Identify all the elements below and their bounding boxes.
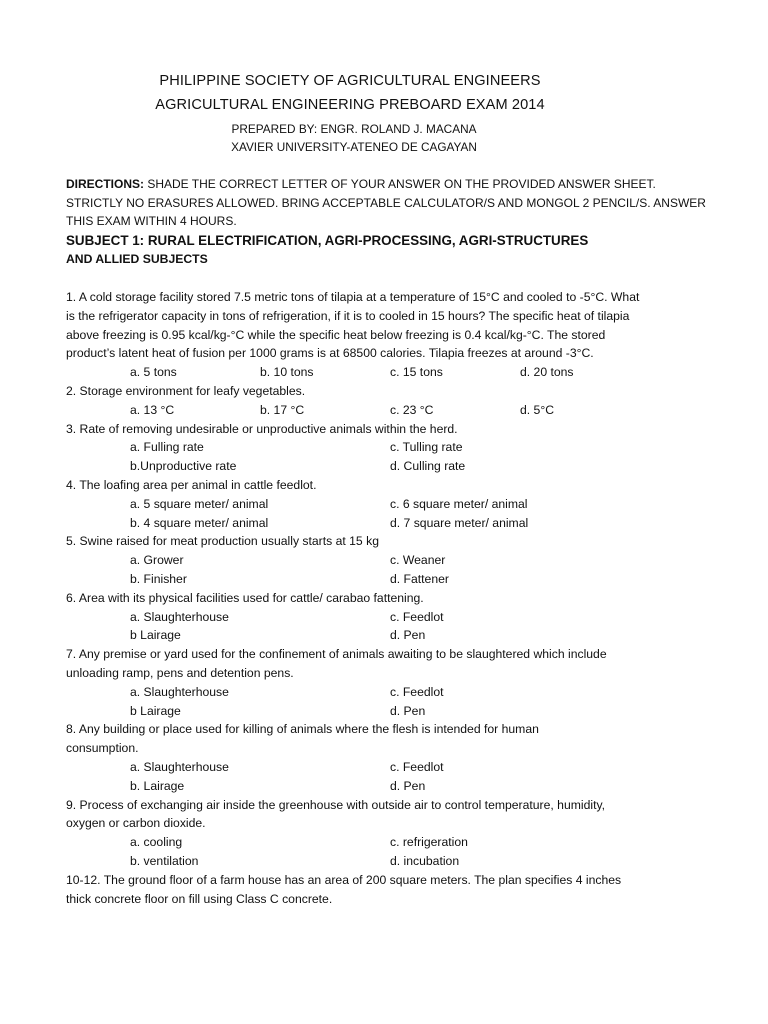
options-row xyxy=(66,608,706,627)
option-c: c. 23 °C xyxy=(390,402,434,417)
option-a: a. Slaughterhouse xyxy=(130,759,229,774)
options-row xyxy=(66,683,706,702)
option-b: b Lairage xyxy=(130,628,181,643)
questions-list xyxy=(66,288,706,908)
option-b: b. 10 tons xyxy=(260,365,314,380)
option-d: d. 20 tons xyxy=(520,365,574,380)
options-row xyxy=(66,438,706,457)
options-row xyxy=(66,833,706,852)
option-c: c. Tulling rate xyxy=(390,440,463,455)
option-d: d. Pen xyxy=(390,703,426,718)
question-1: 1. A cold storage facility stored 7.5 metric tons of tilapia at a temperature of 15°C and cooled to -5°C. What is the refrigerator capacity in tons of refrigeration, if it is to cooled in 15 hours? The specific heat of tilapia above freezing is 0.95 kcal/kg-°C while the specific heat below freezing is 0.4 kcal/kg-°C. The stored product’s latent heat of fusion per 1000 grams is at 68500 calories. Tilapia freezes at around -3°C. xyxy=(66,290,640,361)
options-row xyxy=(66,363,706,382)
options-row xyxy=(66,758,706,777)
school-name: XAVIER UNIVERSITY-ATENEO DE CAGAYAN xyxy=(231,140,477,154)
subject-line-2: AND ALLIED SUBJECTS xyxy=(66,252,208,266)
options-row xyxy=(66,570,706,589)
question-5: 5. Swine raised for meat production usually starts at 15 kg xyxy=(66,534,379,549)
subject-line-1: SUBJECT 1: RURAL ELECTRIFICATION, AGRI-PROCESSING, AGRI-STRUCTURES xyxy=(66,233,589,248)
prepared-by: PREPARED BY: ENGR. ROLAND J. MACANA xyxy=(231,122,477,136)
option-d: d. incubation xyxy=(390,853,460,868)
option-d: d. 5°C xyxy=(520,402,555,417)
option-d: d. Pen xyxy=(390,628,426,643)
subject-heading xyxy=(66,231,706,269)
question-10-12: 10-12. The ground floor of a farm house has an area of 200 square meters. The plan specifies 4 inches thick concrete floor on fill using Class C concrete. xyxy=(66,872,622,906)
option-c: c. Feedlot xyxy=(390,759,444,774)
option-a: a. Fulling rate xyxy=(130,440,204,455)
directions-block xyxy=(66,175,706,231)
option-a: a. cooling xyxy=(130,835,183,850)
options-row xyxy=(66,777,706,796)
option-c: c. Feedlot xyxy=(390,609,444,624)
directions-text: SHADE THE CORRECT LETTER OF YOUR ANSWER ON THE PROVIDED ANSWER SHEET. STRICTLY NO ERASURES ALLOWED. BRING ACCEPTABLE CALCULATOR/S AND MONGOL 2 PENCIL/S. ANSWER THIS EXAM WITHIN 4 HOURS. xyxy=(66,177,706,229)
option-c: c. 6 square meter/ animal xyxy=(390,496,528,511)
option-b: b. Lairage xyxy=(130,778,185,793)
question-7: 7. Any premise or yard used for the confinement of animals awaiting to be slaughtered which include unloading ramp, pens and detention pens. xyxy=(66,647,607,680)
options-row xyxy=(66,514,706,533)
directions-label: DIRECTIONS: xyxy=(66,177,144,191)
question-8: 8. Any building or place used for killing of animals where the flesh is intended for human consumption. xyxy=(66,722,539,756)
options-row xyxy=(66,551,706,570)
options-row xyxy=(66,457,706,476)
option-a: a. Slaughterhouse xyxy=(130,684,229,699)
option-d: d. Culling rate xyxy=(390,459,466,474)
options-row xyxy=(66,852,706,871)
question-2: 2. Storage environment for leafy vegetables. xyxy=(66,383,306,398)
option-c: c. 15 tons xyxy=(390,365,443,380)
exam-title: AGRICULTURAL ENGINEERING PREBOARD EXAM 2014 xyxy=(155,97,545,113)
option-b: b. 17 °C xyxy=(260,402,305,417)
option-c: c. refrigeration xyxy=(390,835,468,850)
option-d: d. Pen xyxy=(390,778,426,793)
options-row xyxy=(66,401,706,420)
option-c: c. Feedlot xyxy=(390,684,444,699)
question-6: 6. Area with its physical facilities used for cattle/ carabao fattening. xyxy=(66,590,424,605)
option-d: d. 7 square meter/ animal xyxy=(390,515,529,530)
option-b: b Lairage xyxy=(130,703,181,718)
option-a: a. Slaughterhouse xyxy=(130,609,229,624)
options-row xyxy=(66,626,706,645)
question-3: 3. Rate of removing undesirable or unproductive animals within the herd. xyxy=(66,421,458,436)
option-c: c. Weaner xyxy=(390,553,446,568)
option-a: a. Grower xyxy=(130,553,184,568)
option-d: d. Fattener xyxy=(390,571,449,586)
question-9: 9. Process of exchanging air inside the greenhouse with outside air to control temperature, humidity, oxygen or carbon dioxide. xyxy=(66,797,606,831)
question-4: 4. The loafing area per animal in cattle feedlot. xyxy=(66,477,317,492)
options-row xyxy=(66,495,706,514)
option-a: a. 5 square meter/ animal xyxy=(130,496,269,511)
option-b: b.Unproductive rate xyxy=(130,459,237,474)
option-b: b. Finisher xyxy=(130,571,187,586)
option-b: b. 4 square meter/ animal xyxy=(130,515,269,530)
options-row xyxy=(66,702,706,721)
option-a: a. 5 tons xyxy=(130,365,177,380)
option-a: a. 13 °C xyxy=(130,402,175,417)
org-title: PHILIPPINE SOCIETY OF AGRICULTURAL ENGINEERS xyxy=(159,73,541,89)
option-b: b. ventilation xyxy=(130,853,199,868)
